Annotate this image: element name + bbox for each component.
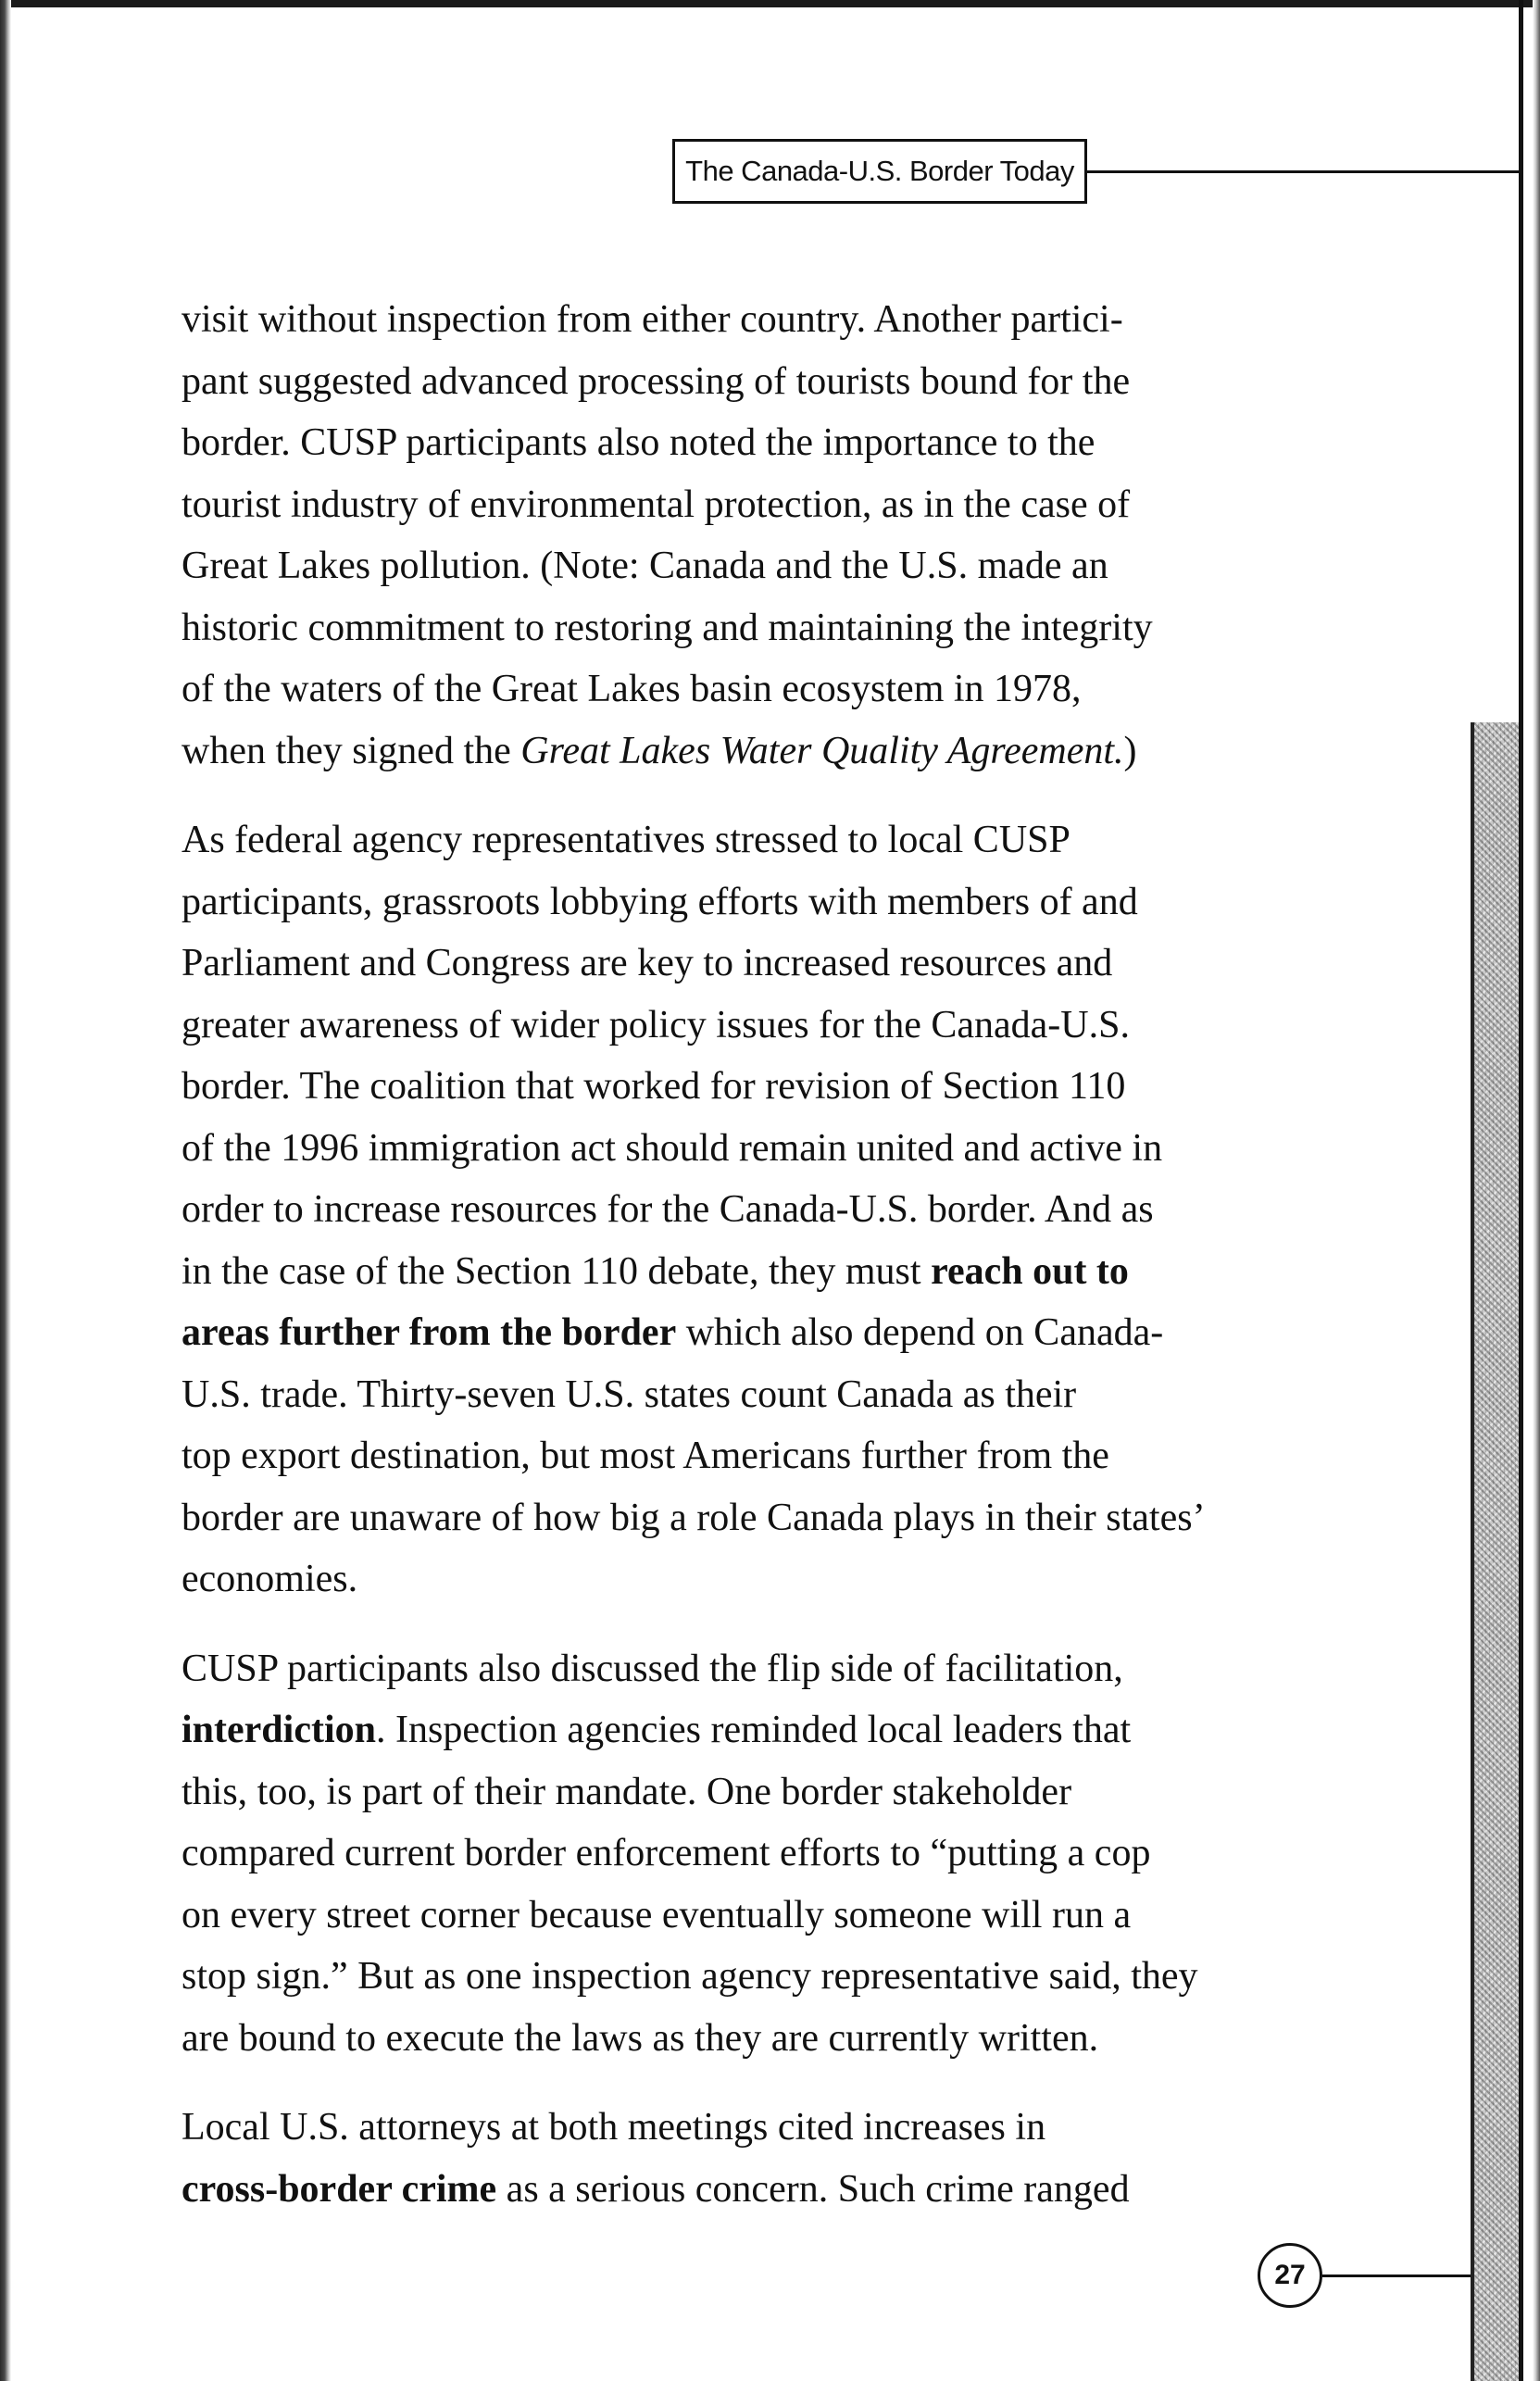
running-header-title: The Canada-U.S. Border Today (685, 155, 1074, 187)
paragraph-4-segment: Local U.S. attorneys at both meetings cited increases in (182, 2106, 1046, 2149)
page-top-border (0, 0, 1540, 7)
page-number: 27 (1274, 2260, 1306, 2290)
body-text (182, 289, 1256, 2248)
paragraph-3-segment: . Inspection agencies reminded local leaders that this, too, is part of their mandate. One border stakeholder compared current border enforcement efforts to “putting a cop on every street corner because eventually someone will run a stop sign.” But as one inspection agency representative said, they are bound to execute the laws as they are currently written. (182, 1709, 1198, 2060)
chapter-side-tab (1471, 722, 1519, 2381)
paragraph-4-segment: cross-border crime (182, 2167, 497, 2211)
paragraph-1 (182, 289, 1256, 782)
paragraph-4-segment: as a serious concern. Such crime ranged (496, 2167, 1130, 2211)
paragraph-2-segment: which also depend on Canada- U.S. trade. Thirty-seven U.S. states count Canada as their top export destination, but most Americans further from the border are unaware of how big a role Canada plays in their states’ economies. (182, 1311, 1206, 1600)
page-right-line (1519, 0, 1523, 2381)
paragraph-1-segment: visit without inspection from either country. Another partici- pant suggested advanced processing of tourists bound for the border. CUSP participants also noted the importance to the tourist industry of environmental protection, as in the case of Great Lakes pollution. (Note: Canada and the U.S. made an historic commitment to restoring and maintaining the integrity of the waters of the Great Lakes basin ecosystem in 1978, when they signed the (182, 298, 1153, 772)
page-number-circle (1258, 2243, 1322, 2308)
page-number-rule (1322, 2274, 1471, 2277)
paragraph-2-segment: reach out to areas further from the border (182, 1249, 1129, 1354)
running-header (672, 139, 1087, 204)
paragraph-1-segment: Great Lakes Water Quality Agreement. (520, 729, 1124, 772)
paragraph-3 (182, 1638, 1256, 2070)
paragraph-3-segment: CUSP participants also discussed the flip side of facilitation, (182, 1647, 1123, 1690)
paragraph-2 (182, 809, 1256, 1610)
page-right-edge (1533, 0, 1540, 2381)
paragraph-4 (182, 2097, 1256, 2220)
paragraph-3-segment: interdiction (182, 1709, 376, 1751)
paragraph-2-segment: As federal agency representatives stressed to local CUSP participants, grassroots lobbying efforts with members of and Parliament and Congress are key to increased resources and greater awareness of wider policy issues for the Canada-U.S. border. The coalition that worked for revision of Section 110 of the 1996 immigration act should remain united and active in order to increase resources for the Canada-U.S. border. And as in the case of the Section 110 debate, they must (182, 819, 1163, 1293)
paragraph-1-segment: ) (1123, 729, 1137, 772)
header-rule (1087, 170, 1519, 173)
page-left-border (0, 0, 11, 2381)
